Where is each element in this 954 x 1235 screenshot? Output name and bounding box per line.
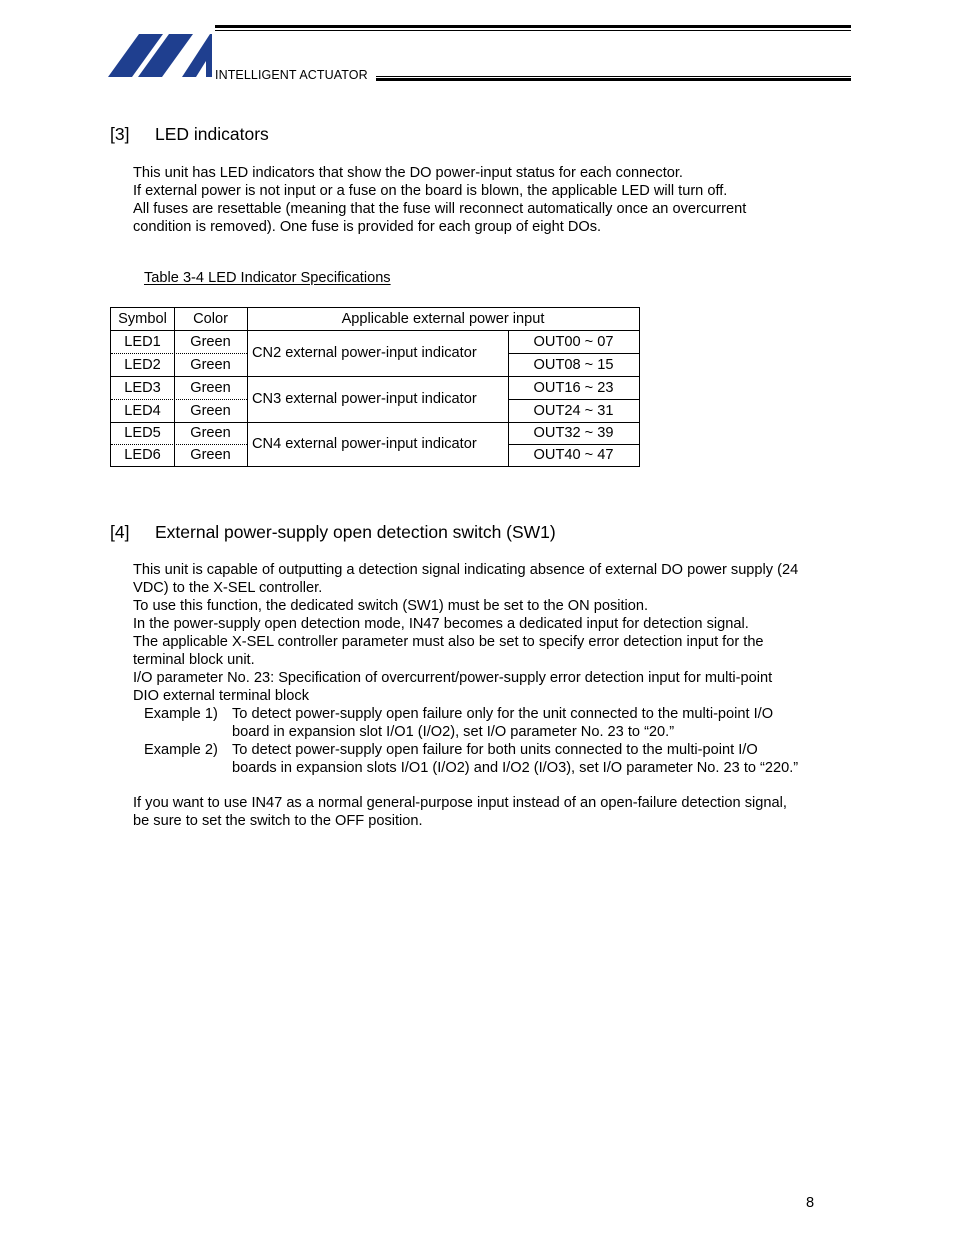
paragraph-line: If external power is not input or a fuse on the board is blown, the applicable LED will turn off.: [133, 183, 728, 199]
paragraph-line: In the power-supply open detection mode, IN47 becomes a dedicated input for detection signal.: [133, 616, 749, 632]
table-caption: Table 3-4 LED Indicator Specifications: [144, 270, 391, 286]
table-header-color: Color: [193, 311, 228, 327]
table-cell-color: Green: [190, 425, 231, 441]
section-number: [4]: [110, 522, 130, 542]
paragraph-line: VDC) to the X-SEL controller.: [133, 580, 323, 596]
section-number: [3]: [110, 124, 130, 144]
table-cell-output: OUT40 ~ 47: [533, 447, 614, 463]
table-cell-symbol: LED5: [124, 425, 161, 441]
header-rule-bottom-thin: [376, 76, 851, 77]
header-rule-top-thin: [215, 30, 851, 31]
section-4-heading: [110, 522, 556, 543]
table-header-power-input: Applicable external power input: [341, 311, 545, 327]
table-cell-symbol: LED4: [124, 402, 161, 419]
table-cell-output: OUT08 ~ 15: [533, 356, 614, 373]
table-cell-group: CN3 external power-input indicator: [252, 391, 477, 407]
example-line: boards in expansion slots I/O1 (I/O2) and I/O2 (I/O3), set I/O parameter No. 23 to “220.”: [232, 760, 799, 776]
example-line: To detect power-supply open failure only for the unit connected to the multi-point I/O: [232, 706, 774, 722]
table-cell-color: Green: [190, 356, 231, 373]
paragraph-line: If you want to use IN47 as a normal general-purpose input instead of an open-failure detection signal,: [133, 795, 787, 811]
section-3-heading: [110, 124, 269, 145]
paragraph-line: condition is removed). One fuse is provided for each group of eight DOs.: [133, 219, 602, 235]
table-cell-symbol: LED2: [124, 356, 161, 373]
example-label: Example 2): [144, 742, 218, 758]
table-cell-output: OUT16 ~ 23: [533, 379, 614, 396]
table-cell-group: CN4 external power-input indicator: [252, 436, 477, 452]
paragraph-line: All fuses are resettable (meaning that the fuse will reconnect automatically once an overcurrent: [133, 201, 747, 217]
company-logo: [108, 33, 214, 78]
section-title: External power-supply open detection switch (SW1): [155, 522, 556, 542]
example-label: Example 1): [144, 706, 218, 722]
table-cell-output: OUT00 ~ 07: [533, 333, 614, 350]
page-number: 8: [806, 1195, 815, 1211]
paragraph-line: I/O parameter No. 23: Specification of overcurrent/power-supply error detection input for multi-point: [133, 670, 773, 686]
example-line: board in expansion slot I/O1 (I/O2), set I/O parameter No. 23 to “20.”: [232, 724, 675, 740]
paragraph-line: To use this function, the dedicated switch (SW1) must be set to the ON position.: [133, 598, 649, 614]
table-cell-symbol: LED3: [124, 379, 161, 396]
closing-paragraph: [133, 794, 787, 830]
paragraph-line: DIO external terminal block: [133, 688, 310, 704]
brand-name: INTELLIGENT ACTUATOR: [215, 68, 368, 82]
table-cell-color: Green: [190, 379, 231, 396]
example-line: To detect power-supply open failure for both units connected to the multi-point I/O: [232, 742, 758, 758]
header-rule-bottom-thick: [376, 78, 851, 81]
table-cell-output: OUT24 ~ 31: [533, 402, 614, 419]
section-3-paragraph: [133, 164, 746, 236]
paragraph-line: terminal block unit.: [133, 652, 255, 668]
table-cell-color: Green: [190, 402, 231, 419]
table-header-symbol: Symbol: [118, 311, 167, 327]
paragraph-line: This unit is capable of outputting a detection signal indicating absence of external DO power supply (24: [133, 562, 799, 578]
header-rule-top-thick: [215, 25, 851, 28]
led-spec-table: [110, 307, 640, 467]
table-cell-output: OUT32 ~ 39: [533, 425, 614, 441]
table-cell-symbol: LED1: [124, 333, 161, 350]
section-4-paragraph: [133, 561, 798, 705]
paragraph-line: The applicable X-SEL controller parameter must also be set to specify error detection input for the: [133, 634, 764, 650]
paragraph-line: be sure to set the switch to the OFF position.: [133, 813, 423, 829]
table-cell-color: Green: [190, 333, 231, 350]
paragraph-line: This unit has LED indicators that show the DO power-input status for each connector.: [133, 165, 683, 181]
section-title: LED indicators: [155, 124, 269, 144]
table-cell-color: Green: [190, 447, 231, 463]
table-cell-symbol: LED6: [124, 447, 161, 463]
table-cell-group: CN2 external power-input indicator: [252, 345, 477, 361]
